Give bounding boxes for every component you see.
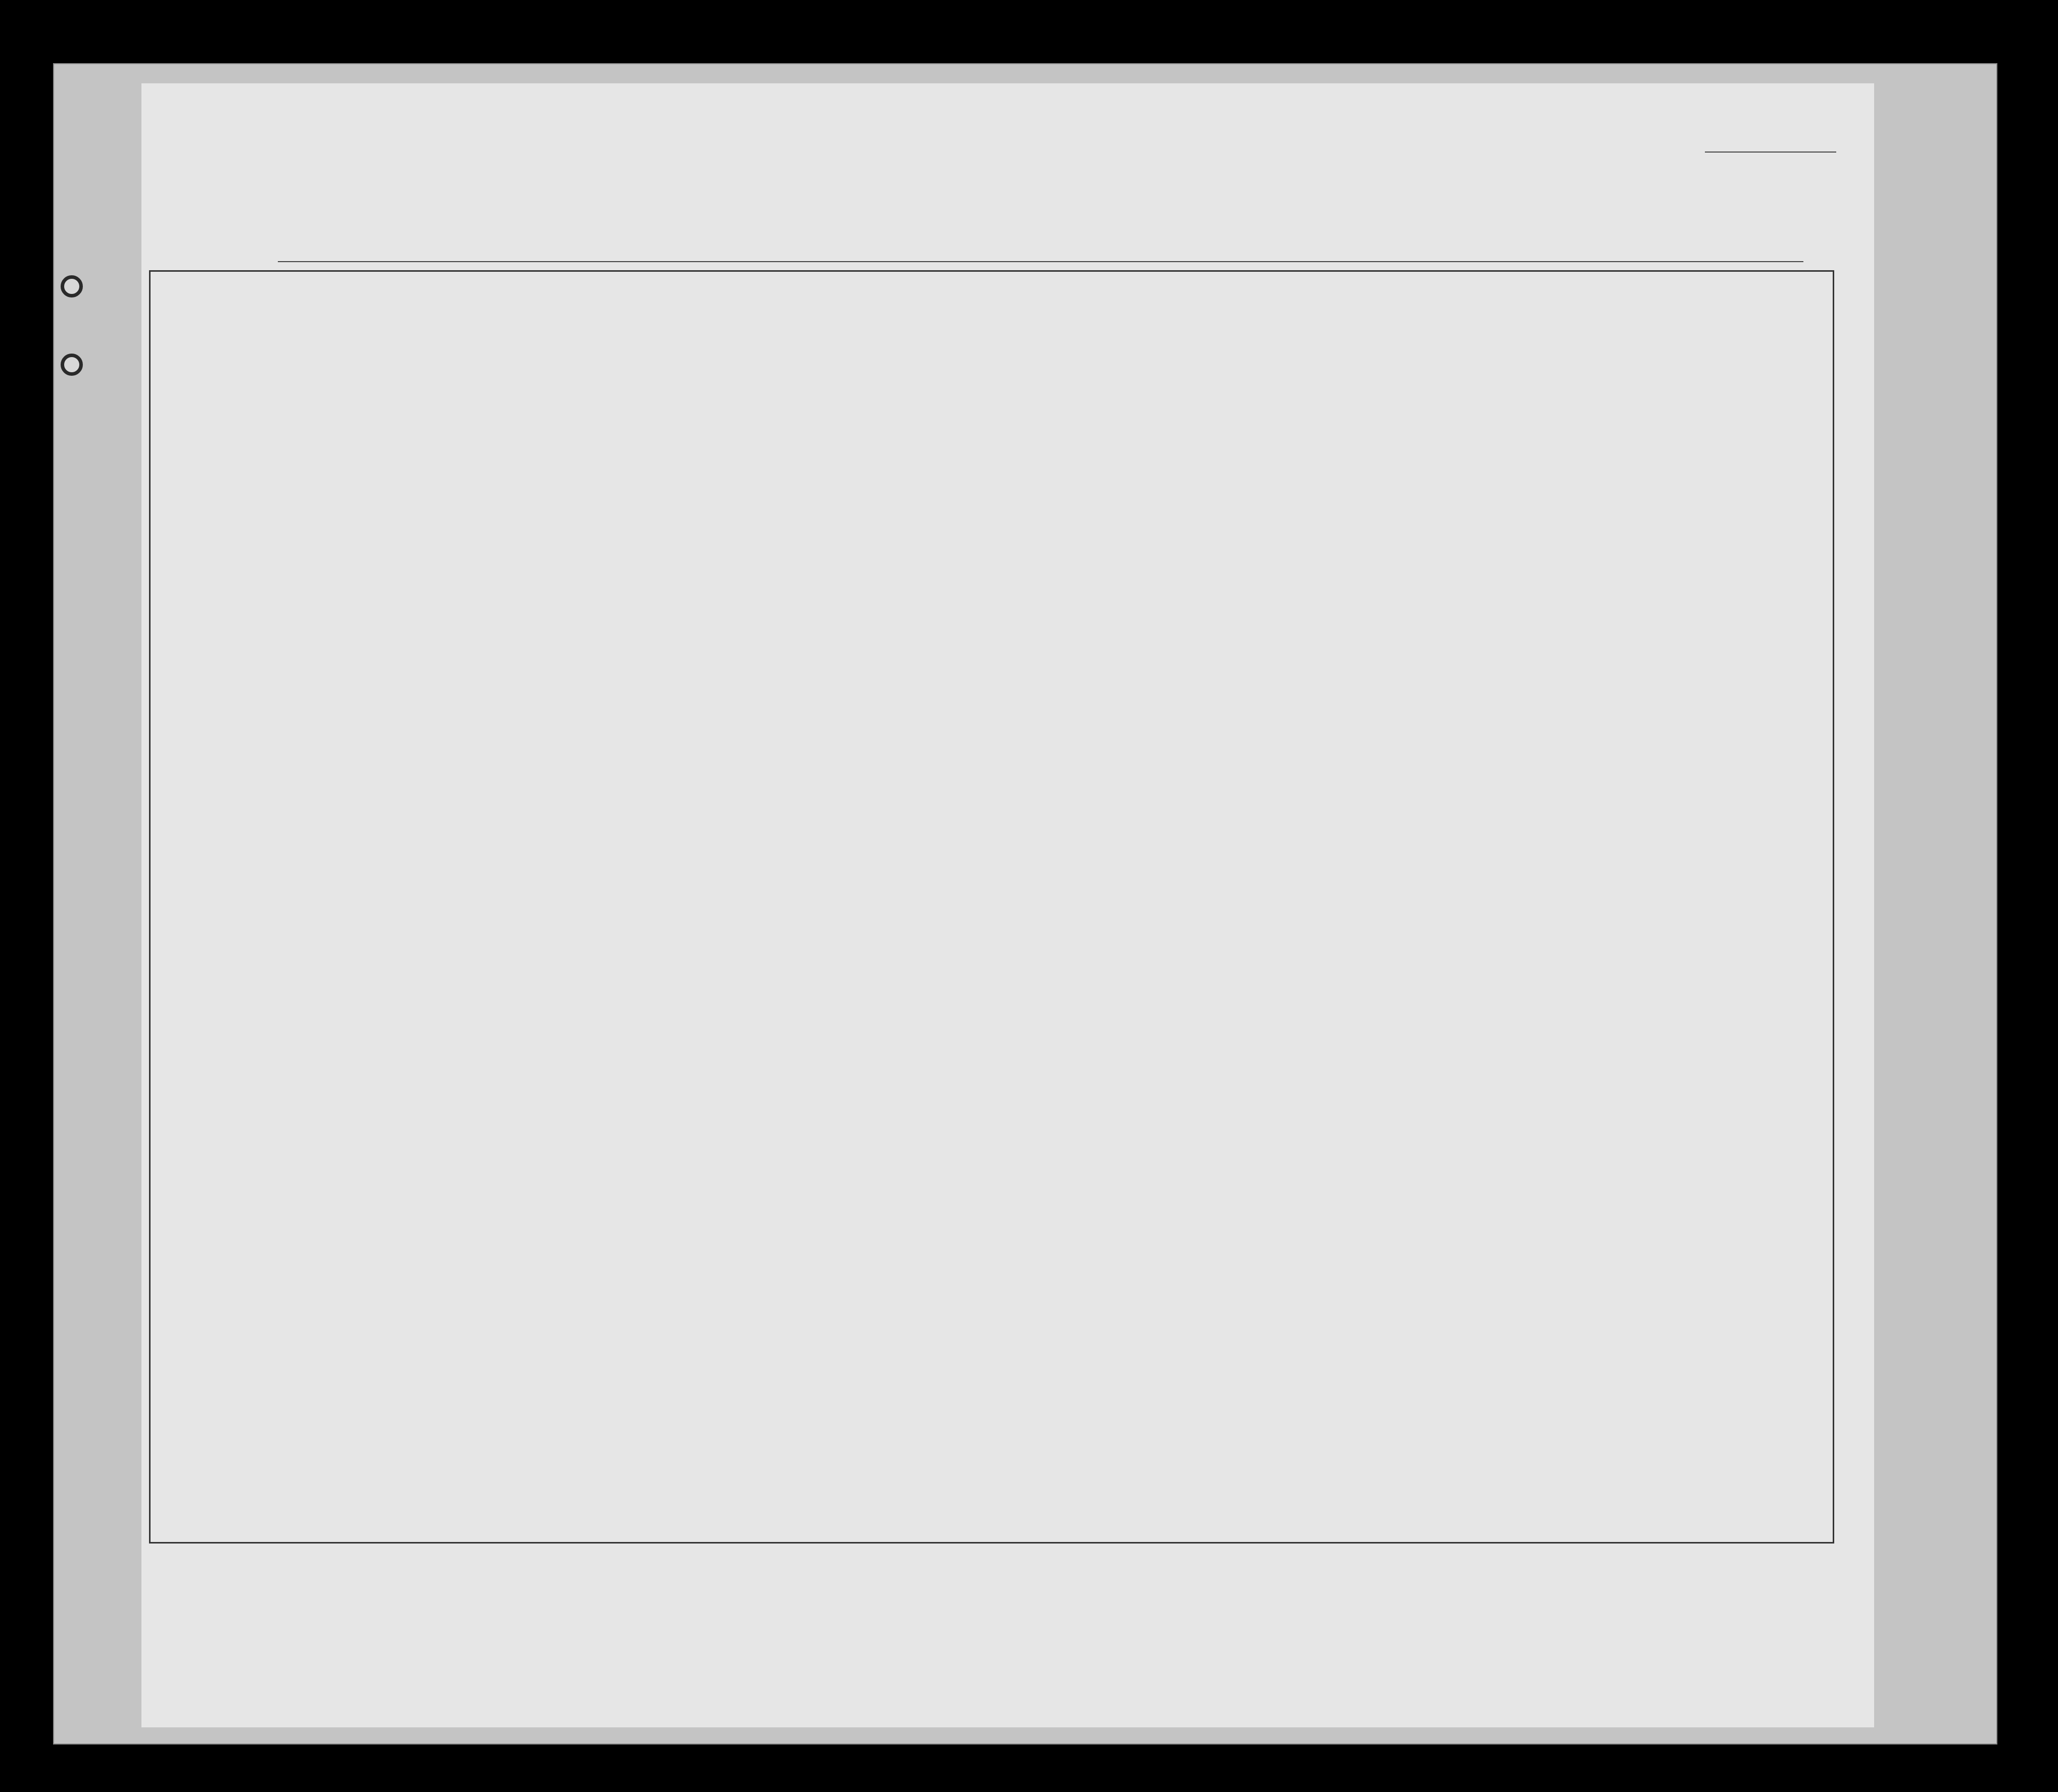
binder-hole: [61, 275, 83, 297]
passenger-table: [149, 270, 1834, 1544]
manifest-sheet: [141, 83, 1874, 1727]
binder-hole: [61, 354, 83, 376]
